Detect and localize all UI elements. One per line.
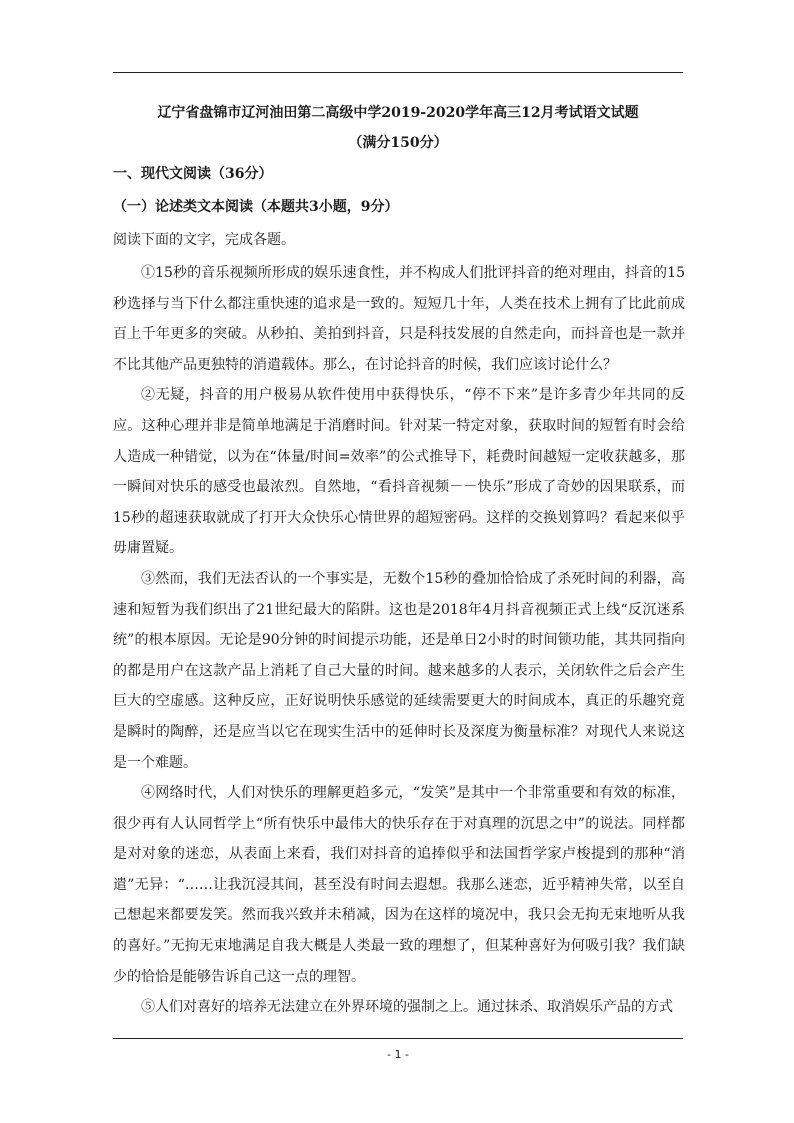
exam-title: 辽宁省盘锦市辽河油田第二高级中学2019-2020学年高三12月考试语文试题 — [157, 105, 639, 121]
footer-rule — [113, 1038, 683, 1039]
section-heading: 一、现代文阅读（36分） — [113, 166, 273, 182]
instruction-text: 阅读下面的文字，完成各题。 — [113, 232, 295, 248]
subsection-heading: （一）论述类文本阅读（本题共3小题，9分） — [113, 199, 399, 215]
header-rule — [113, 72, 683, 73]
paragraph-4: ④网络时代，人们对快乐的理解更趋多元，“发笑”是其中一个非常重要和有效的标准，很少再有人认同哲学上“所有快乐中最伟大的快乐存在于对真理的沉思之中”的说法。同样都是对对象的迷恋，从表面上来看，我们对抖音的追捧似乎和法国哲学家卢梭提到的那种“消遣”无异：“……让我沉浸其间，甚至没有时间去遐想。我那么迷恋，近乎精神失常，以至自己想起来都要发笑。然而我兴致并未稍减，因为在这样的境况中，我只会无拘无束地听从我的喜好。”无拘无束地满足自我大概是人类最一致的理想了，但某种喜好为何吸引我？我们缺少的恰恰是能够告诉自己这一点的理智。 — [113, 785, 685, 985]
passage-body — [113, 258, 685, 1023]
paragraph-2: ②无疑，抖音的用户极易从软件使用中获得快乐，“停不下来”是许多青少年共同的反应。这种心理并非是简单地满足于消磨时间。针对某一特定对象，获取时间的短暂有时会给人造成一种错觉，以为在“体量/时间=效率”的公式推导下，耗费时间越短一定收获越多，那一瞬间对快乐的感受也最浓烈。自然地，“看抖音视频－－快乐”形成了奇妙的因果联系，而15秒的超速获取就成了打开大众快乐心情世界的超短密码。这样的交换划算吗？看起来似乎毋庸置疑。 — [113, 387, 685, 557]
page-number: - 1 - — [387, 1048, 409, 1061]
paragraph-5: ⑤人们对喜好的培养无法建立在外界环境的强制之上。通过抹杀、取消娱乐产品的方式 — [141, 999, 673, 1016]
paragraph-1: ①15秒的音乐视频所形成的娱乐速食性，并不构成人们批评抖音的绝对理由，抖音的15秒选择与当下什么都注重快速的追求是一致的。短短几十年，人类在技术上拥有了比此前成百上千年更多的突破。从秒拍、美拍到抖音，只是科技发展的自然走向，而抖音也是一款并不比其他产品更独特的消遣载体。那么，在讨论抖音的时候，我们应该讨论什么？ — [113, 265, 685, 373]
exam-subtitle: （满分150分） — [348, 135, 448, 151]
paragraph-3: ③然而，我们无法否认的一个事实是，无数个15秒的叠加恰恰成了杀死时间的利器，高速和短暂为我们织出了21世纪最大的陷阱。这也是2018年4月抖音视频正式上线“反沉迷系统”的根本原因。无论是90分钟的时间提示功能，还是单日2小时的时间锁功能，其共同指向的都是用户在这款产品上消耗了自己大量的时间。越来越多的人表示，关闭软件之后会产生巨大的空虚感。这种反应，正好说明快乐感觉的延续需要更大的时间成本，真正的乐趣究竟是瞬时的陶醉，还是应当以它在现实生活中的延伸时长及深度为衡量标准？对现代人来说这是一个难题。 — [113, 570, 685, 771]
